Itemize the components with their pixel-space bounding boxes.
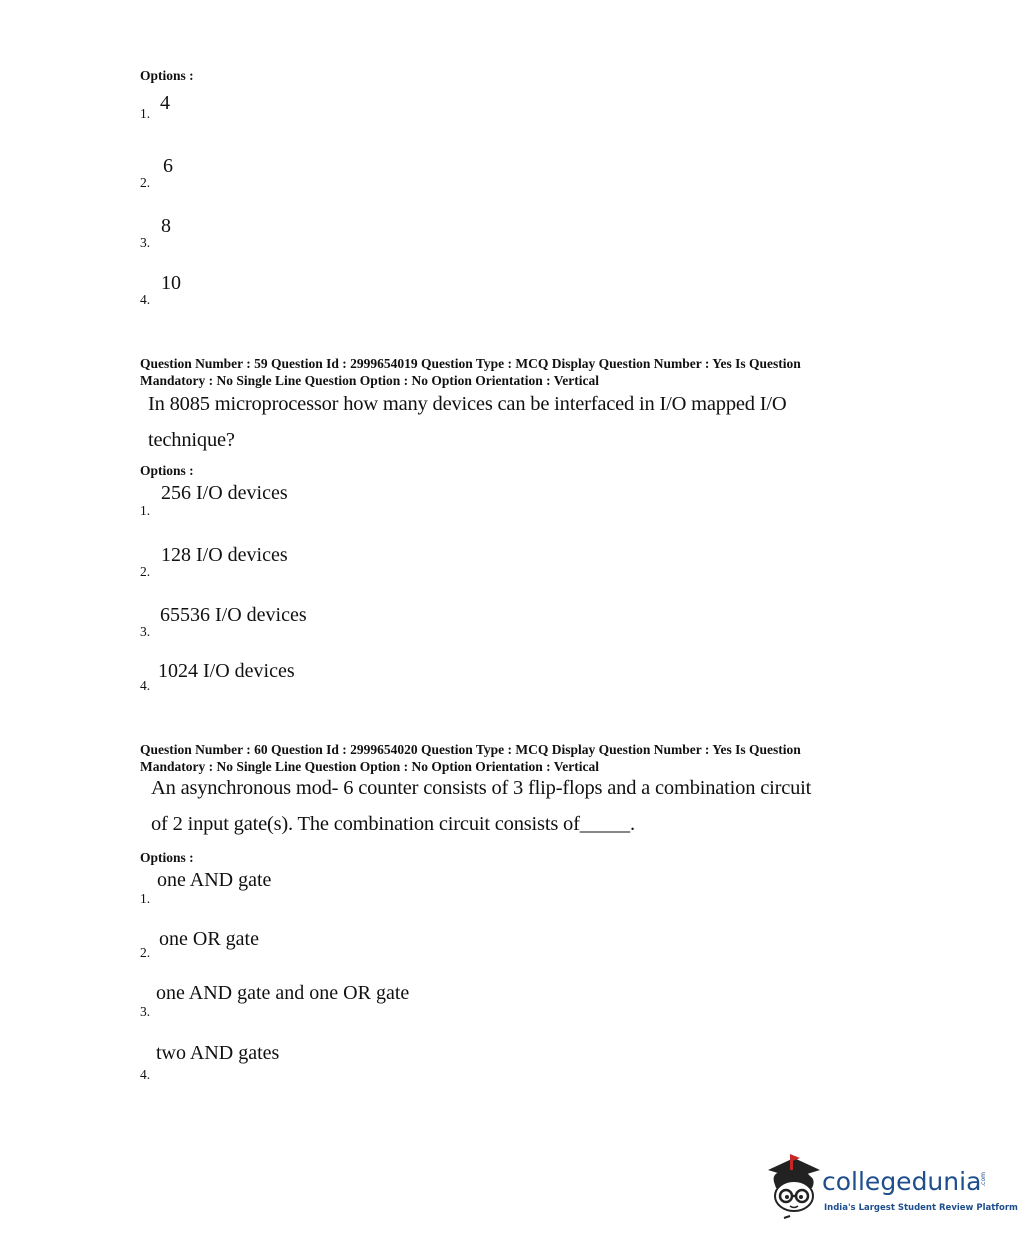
option-number: 3. — [140, 235, 151, 250]
question-meta-line: Mandatory : No Single Line Question Option : No Option Orientation : Vertical — [140, 759, 600, 774]
question-text: In 8085 microprocessor how many devices can be interfaced in I/O mapped I/O — [148, 393, 787, 415]
question-text: of 2 input gate(s). The combination circuit consists of_____. — [151, 813, 635, 835]
brand-tagline: India's Largest Student Review Platform — [824, 1203, 1018, 1213]
option-text: 1024 I/O devices — [158, 660, 295, 682]
question-meta-line: Mandatory : No Single Line Question Option : No Option Orientation : Vertical — [140, 373, 600, 388]
option-number: 4. — [140, 292, 151, 307]
option-number: 4. — [140, 678, 151, 693]
student-mascot-icon — [764, 1152, 824, 1222]
question-meta — [140, 355, 900, 389]
option-number: 1. — [140, 106, 151, 121]
option-number: 1. — [140, 891, 151, 906]
option-text: 6 — [163, 155, 173, 177]
option-text: 10 — [161, 272, 181, 294]
question-text: technique? — [148, 429, 235, 451]
option-number: 2. — [140, 175, 151, 190]
question-text: An asynchronous mod- 6 counter consists of 3 flip-flops and a combination circuit — [151, 777, 812, 799]
options-label: Options : — [140, 850, 194, 865]
option-number: 3. — [140, 624, 151, 639]
option-text: one AND gate and one OR gate — [156, 982, 410, 1004]
options-label: Options : — [140, 463, 194, 478]
option-text: 65536 I/O devices — [160, 604, 307, 626]
brand-suffix: .com — [980, 1172, 987, 1187]
option-number: 3. — [140, 1004, 151, 1019]
option-text: 128 I/O devices — [161, 544, 288, 566]
option-number: 2. — [140, 564, 151, 579]
option-number: 1. — [140, 503, 151, 518]
option-text: 8 — [161, 215, 171, 237]
option-text: 256 I/O devices — [161, 482, 288, 504]
option-number: 4. — [140, 1067, 151, 1082]
option-text: one OR gate — [159, 928, 259, 950]
options-label: Options : — [140, 68, 194, 83]
question-meta — [140, 741, 900, 775]
option-text: two AND gates — [156, 1042, 280, 1064]
option-number: 2. — [140, 945, 151, 960]
question-meta-line: Question Number : 59 Question Id : 2999654019 Question Type : MCQ Display Question Number : Yes Is Question — [140, 356, 801, 371]
option-text: 4 — [160, 92, 170, 114]
brand-name: collegedunia — [822, 1167, 982, 1196]
question-meta-line: Question Number : 60 Question Id : 2999654020 Question Type : MCQ Display Question Number : Yes Is Question — [140, 742, 801, 757]
option-text: one AND gate — [157, 869, 272, 891]
